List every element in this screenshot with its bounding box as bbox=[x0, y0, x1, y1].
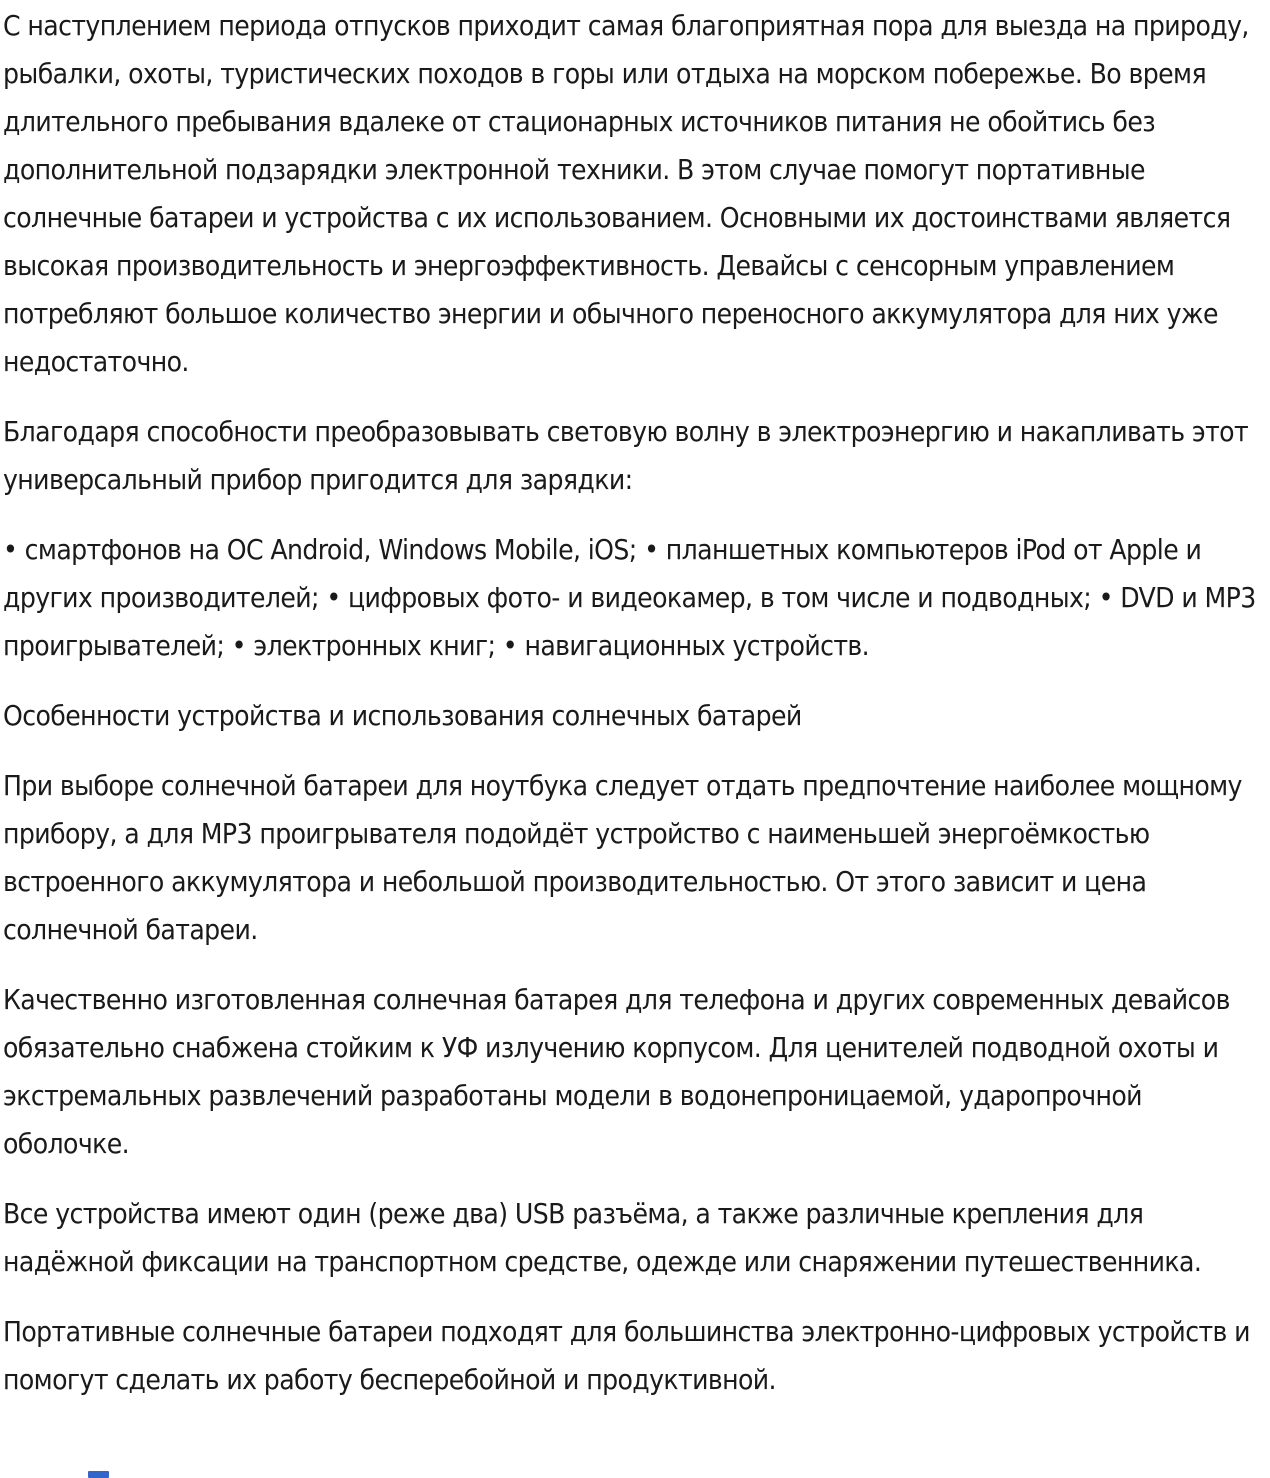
paragraph-choosing-battery: При выборе солнечной батареи для ноутбука следует отдать предпочтение наиболее мощному прибору, а для MP3 проигрывателя подойдёт устройство с наименьшей энергоёмкостью встроенного аккумулятора и небольшой производительностью. От этого зависит и цена солнечной батареи. bbox=[3, 769, 1242, 946]
paragraph-conclusion: Портативные солнечные батареи подходят для большинства электронно-цифровых устройств и помогут сделать их работу бесперебойной и продуктивной. bbox=[3, 1315, 1250, 1396]
paragraph-build-quality: Качественно изготовленная солнечная батарея для телефона и других современных девайсов обязательно снабжена стойким к УФ излучению корпусом. Для ценителей подводной охоты и экстремальных развлечений разработаны модели в водонепроницаемой, ударопрочной оболочке. bbox=[3, 983, 1230, 1160]
paragraph-charging-intro: Благодаря способности преобразовывать световую волну в электроэнергию и накапливать этот универсальный прибор пригодится для зарядки: bbox=[3, 415, 1249, 496]
paragraph-usb-mounts: Все устройства имеют один (реже два) USB разъёма, а также различные крепления для надёжной фиксации на транспортном средстве, одежде или снаряжении путешественника. bbox=[3, 1197, 1202, 1278]
cutoff-link-fragment[interactable] bbox=[88, 1471, 109, 1478]
paragraph-intro: С наступлением периода отпусков приходит самая благоприятная пора для выезда на природу, рыбалки, охоты, туристических походов в горы или отдыха на морском побережье. Во время длительного пребывания вдалеке от стационарных источников питания не обойтись без дополнительной подзарядки электронной техники. В этом случае помогут портативные солнечные батареи и устройства с их использованием. Основными их достоинствами является высокая производительность и энергоэффективность. Девайсы с сенсорным управлением потребляют большое количество энергии и обычного переносного аккумулятора для них уже недостаточно. bbox=[3, 9, 1249, 378]
section-heading-features: Особенности устройства и использования солнечных батарей bbox=[3, 699, 802, 732]
paragraph-device-bullet-list: • смартфонов на ОС Android, Windows Mobile, iOS; • планшетных компьютеров iPod от Apple и других производителей; • цифровых фото- и видеокамер, в том числе и подводных; • DVD и MP3 проигрывателей; • электронных книг; • навигационных устройств. bbox=[3, 533, 1256, 662]
